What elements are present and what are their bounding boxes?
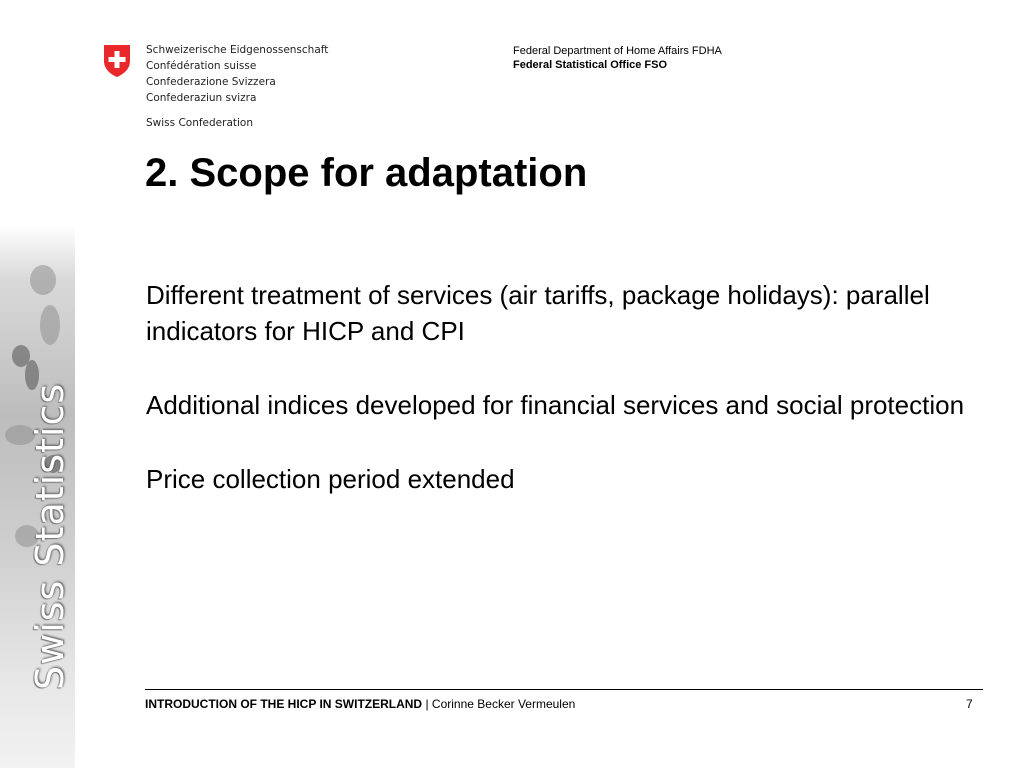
footer-divider bbox=[145, 689, 983, 690]
department-name: Federal Department of Home Affairs FDHA bbox=[513, 45, 722, 57]
footer-title: INTRODUCTION OF THE HICP IN SWITZERLAND bbox=[145, 697, 423, 711]
office-name: Federal Statistical Office FSO bbox=[513, 59, 668, 71]
footer-caption bbox=[145, 697, 575, 711]
body-paragraph: Different treatment of services (air tariffs, package holidays): parallel indicators for HICP and CPI bbox=[146, 280, 930, 346]
footer-separator: | bbox=[422, 697, 432, 711]
confederation-name-de: Schweizerische Eidgenossenschaft bbox=[146, 44, 329, 56]
confederation-name-it: Confederazione Svizzera bbox=[146, 76, 276, 88]
body-paragraph: Additional indices developed for financial services and social protection bbox=[146, 390, 965, 420]
slide-title: 2. Scope for adaptation bbox=[145, 151, 588, 195]
confederation-name-rm: Confederaziun svizra bbox=[146, 92, 257, 104]
slide-body bbox=[146, 277, 986, 535]
page-number: 7 bbox=[966, 697, 973, 711]
swiss-confederation-label: Swiss Confederation bbox=[146, 117, 254, 129]
swiss-flag-icon bbox=[102, 43, 132, 78]
footer-author: Corinne Becker Vermeulen bbox=[431, 697, 576, 711]
department-block bbox=[513, 44, 722, 72]
confederation-names bbox=[146, 42, 328, 106]
body-paragraph: Price collection period extended bbox=[146, 464, 515, 494]
side-banner-text: Swiss Statistics bbox=[28, 382, 72, 690]
confederation-name-fr: Confédération suisse bbox=[146, 60, 257, 72]
